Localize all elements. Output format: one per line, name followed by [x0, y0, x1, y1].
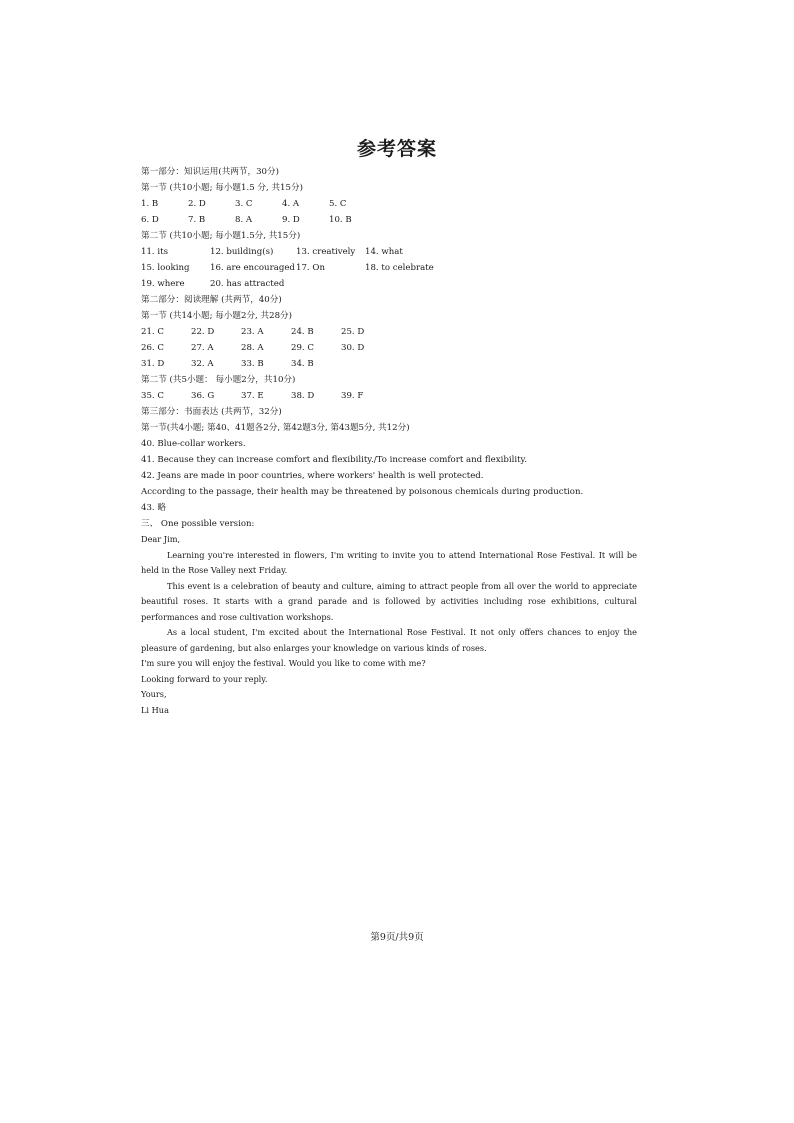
letter-salutation: Dear Jim, [141, 534, 181, 544]
answer-cell: 19. where [141, 279, 185, 289]
answer-cell: 35. C [141, 391, 164, 401]
answer-40: 40. Blue-collar workers. [141, 439, 246, 449]
answer-row [141, 212, 637, 228]
answer-cell: 17. On [296, 263, 325, 273]
answer-cell: 32. A [191, 359, 214, 369]
part3-heading: 第三部分：书面表达 (共两节，32分) [141, 407, 282, 417]
letter-paragraph: Learning you're interested in flowers, I'm writing to invite you to attend International Rose Festival. It will be held in the Rose Valley next Friday. [141, 549, 637, 575]
answer-cell: 5. C [329, 199, 347, 209]
answer-cell: 26. C [141, 343, 164, 353]
answer-cell: 39. F [341, 391, 364, 401]
answer-cell: 9. D [282, 215, 300, 225]
part3-section2-heading: 三、 One possible version: [141, 519, 255, 529]
answer-cell: 20. has attracted [210, 279, 285, 289]
part2-section1-heading: 第一节 (共14小题; 每小题2分, 共28分) [141, 311, 292, 321]
answer-cell: 27. A [191, 343, 214, 353]
letter-closing-line: I'm sure you will enjoy the festival. Would you like to come with me? [141, 658, 426, 668]
answer-cell: 7. B [188, 215, 206, 225]
letter-paragraph: As a local student, I'm excited about the International Rose Festival. It not only offers chances to enjoy the pleasure of gardening, but also enlarges your knowledge on various kinds of roses. [141, 627, 637, 653]
answer-cell: 38. D [291, 391, 315, 401]
answer-row [141, 388, 637, 404]
answer-cell: 1. B [141, 199, 159, 209]
part2-heading: 第二部分：阅读理解 (共两节，40分) [141, 295, 282, 305]
part1-section2-heading: 第二节 (共10小题; 每小题1.5分, 共15分) [141, 231, 301, 241]
letter-closing-line: Looking forward to your reply. [141, 673, 268, 684]
answer-cell: 8. A [235, 215, 253, 225]
answer-cell: 23. A [241, 327, 264, 337]
answer-cell: 25. D [341, 327, 365, 337]
answer-cell: 15. looking [141, 263, 190, 273]
answer-cell: 3. C [235, 199, 253, 209]
answer-cell: 4. A [282, 199, 300, 209]
answer-cell: 30. D [341, 343, 365, 353]
answer-cell: 16. are encouraged [210, 263, 295, 273]
answer-cell: 36. G [191, 391, 215, 401]
part1-section1-heading: 第一节 (共10小题; 每小题1.5 分, 共15分) [141, 183, 303, 193]
answer-row [141, 276, 637, 292]
answer-grid-part1-section2 [141, 244, 637, 292]
answer-cell: 18. to celebrate [365, 263, 434, 273]
answer-row [141, 324, 637, 340]
answer-cell: 37. E [241, 391, 264, 401]
answer-cell: 28. A [241, 343, 264, 353]
answer-row [141, 244, 637, 260]
part1-heading: 第一部分：知识运用(共两节，30分) [141, 167, 279, 177]
part3-section1-heading: 第一节(共4小题; 第40、41题各2分, 第42题3分, 第43题5分, 共12分) [141, 423, 410, 433]
answer-cell: 11. its [141, 247, 169, 257]
answer-cell: 33. B [241, 359, 264, 369]
answer-grid-part1-section1 [141, 196, 637, 228]
letter-signoff: Yours, [141, 689, 167, 699]
answer-41: 41. Because they can increase comfort and flexibility./To increase comfort and flexibility. [141, 455, 527, 465]
answer-cell: 34. B [291, 359, 314, 369]
answer-cell: 31. D [141, 359, 165, 369]
answer-cell: 29. C [291, 343, 314, 353]
answer-cell: 10. B [329, 215, 352, 225]
page-number: 第9页/共9页 [370, 932, 424, 943]
answer-cell: 13. creatively [296, 247, 356, 257]
answer-42-note: According to the passage, their health may be threatened by poisonous chemicals during production. [141, 487, 584, 497]
answer-key-content [141, 164, 637, 718]
answer-cell: 12. building(s) [210, 247, 274, 257]
page-title: 参考答案 [356, 138, 437, 160]
letter-signature: Li Hua [141, 704, 169, 715]
answer-row [141, 340, 637, 356]
answer-cell: 21. C [141, 327, 164, 337]
sample-letter [141, 532, 637, 718]
answer-43: 43. 略 [141, 503, 166, 513]
answer-42: 42. Jeans are made in poor countries, where workers' health is well protected. [141, 471, 484, 481]
answer-grid-part2-section2 [141, 388, 637, 404]
answer-cell: 6. D [141, 215, 159, 225]
letter-paragraph: This event is a celebration of beauty and culture, aiming to attract people from all over the world to appreciate beautiful roses. It starts with a grand parade and is followed by activities including rose exhibitions, cultural performances and rose cultivation workshops. [141, 580, 637, 622]
answer-cell: 2. D [188, 199, 206, 209]
part2-section2-heading: 第二节 (共5小题： 每小题2分，共10分) [141, 375, 296, 385]
answer-grid-part2-section1 [141, 324, 637, 372]
answer-row [141, 260, 637, 276]
answer-row [141, 356, 637, 372]
answer-cell: 24. B [291, 327, 314, 337]
answer-row [141, 196, 637, 212]
answer-cell: 22. D [191, 327, 215, 337]
answer-cell: 14. what [365, 247, 403, 257]
